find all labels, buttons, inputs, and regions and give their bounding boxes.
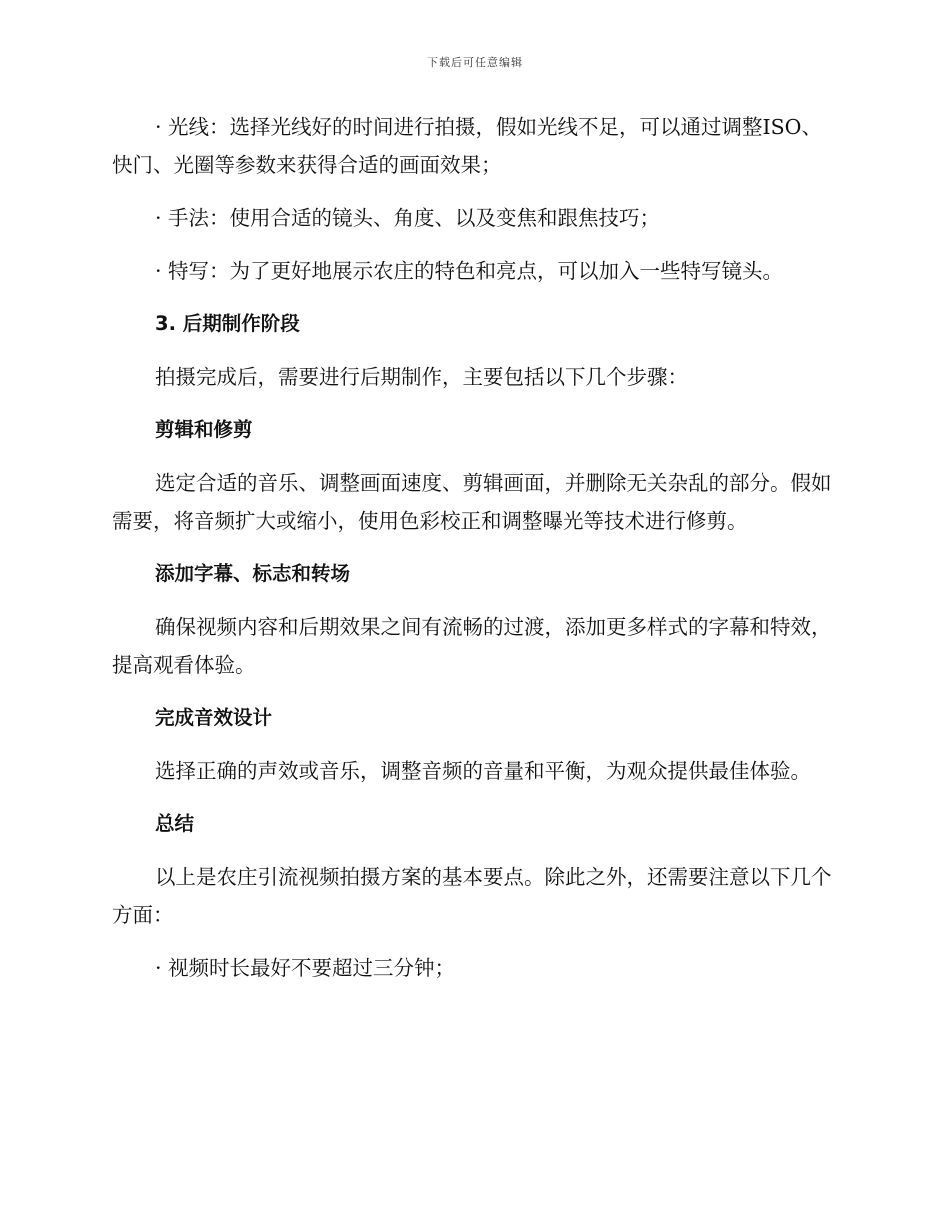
bullet-closeup: · 特写：为了更好地展示农庄的特色和亮点，可以加入一些特写镜头。 <box>155 259 784 283</box>
subheading-subtitles: 添加字幕、标志和转场 <box>155 562 351 585</box>
subheading-summary: 总结 <box>155 812 195 835</box>
bullet-video-length: · 视频时长最好不要超过三分钟； <box>155 956 456 980</box>
subheading-sound-design: 完成音效设计 <box>155 706 273 729</box>
paragraph-sound-design: 选择正确的声效或音乐，调整音频的音量和平衡，为观众提供最佳体验。 <box>155 759 811 783</box>
paragraph-post-production-intro: 拍摄完成后，需要进行后期制作，主要包括以下几个步骤： <box>155 365 688 389</box>
paragraph-editing: 选定合适的音乐、调整画面速度、剪辑画面，并删除无关杂乱的部分。假如需要，将音频扩大或缩小，使用色彩校正和调整曝光等技术进行修剪。 <box>112 471 832 533</box>
section-heading-post-production: 3. 后期制作阶段 <box>155 312 300 335</box>
paragraph-subtitles: 确保视频内容和后期效果之间有流畅的过渡，添加更多样式的字幕和特效，提高观看体验。 <box>112 615 832 677</box>
document-body <box>112 108 832 1002</box>
paragraph-summary: 以上是农庄引流视频拍摄方案的基本要点。除此之外，还需要注意以下几个方面： <box>112 865 832 927</box>
subheading-editing: 剪辑和修剪 <box>155 418 253 441</box>
bullet-technique: · 手法：使用合适的镜头、角度、以及变焦和跟焦技巧； <box>155 206 661 230</box>
bullet-lighting: · 光线：选择光线好的时间进行拍摄，假如光线不足，可以通过调整ISO、快门、光圈等参数来获得合适的画面效果； <box>112 115 822 177</box>
page-header: 下载后可任意编辑 <box>427 56 523 69</box>
